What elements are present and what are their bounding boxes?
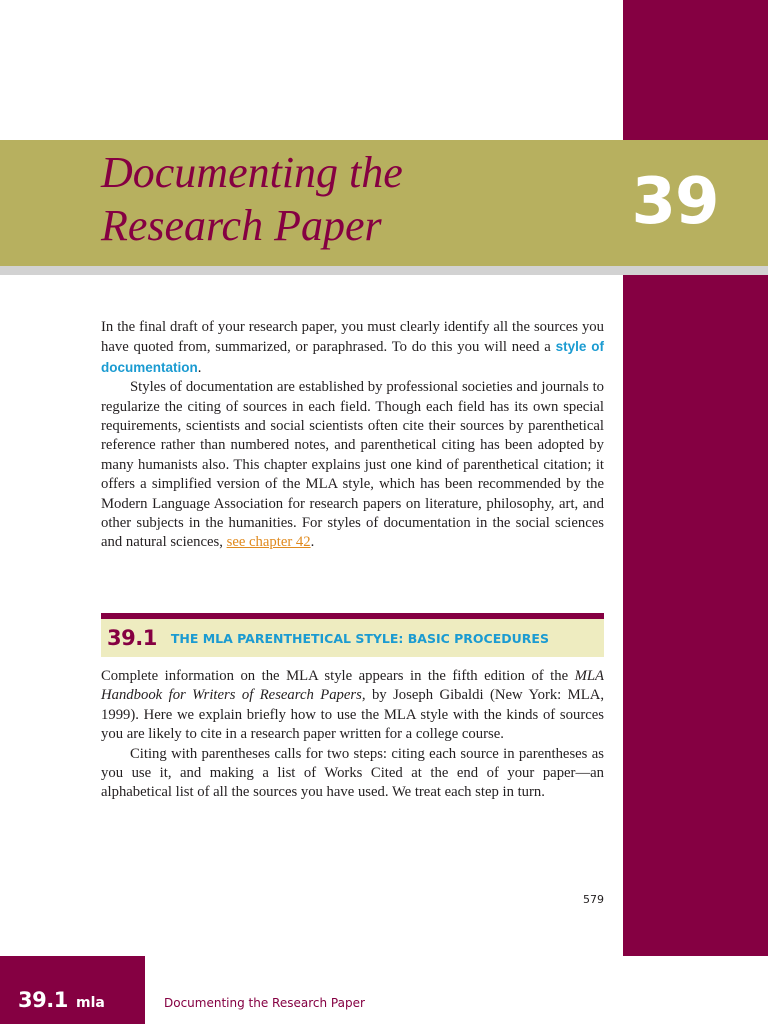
title-band-rule (0, 266, 768, 275)
footer-section-number: 39.1 (18, 988, 68, 1012)
chapter-title-line1: Documenting the (101, 148, 403, 197)
page-number: 579 (583, 893, 604, 906)
intro-text (101, 318, 604, 553)
chapter-title (101, 146, 601, 252)
section-text (101, 667, 604, 803)
intro-p2-text: Styles of documentation are established by professional societies and journals to regularize the citing of sources in each field. Though each field has its own special requirements, scientists and social scientists often cite their sources by parenthetical reference rather than numbered notes, and parenthetical citing has been adopted by many humanists also. This chapter explains just one kind of parenthetical citation; it offers a simplified version of the MLA style, which has been recommended by the Modern Language Association for research papers on literature, philosophy, art, and other subjects in the humanities. For styles of documentation in the social sciences and natural sciences, (101, 379, 604, 551)
section-paragraph-1 (101, 667, 604, 745)
intro-p1-end: . (197, 359, 202, 376)
section-p1-end: by Joseph Gibaldi (New York: MLA, 1999). Here we explain briefly how to use the MLA style with the kinds of sources you are likely to cite in a research paper written for a college course. (101, 687, 604, 743)
section-heading-bar (101, 613, 604, 657)
chapter-number: 39 (631, 165, 719, 239)
footer-running-title: Documenting the Research Paper (164, 996, 365, 1010)
chapter-title-line2: Research Paper (101, 201, 382, 250)
section-p1-text: Complete information on the MLA style appears in the fifth edition of the (101, 668, 575, 684)
section-number: 39.1 (107, 626, 157, 650)
intro-paragraph-2 (101, 378, 604, 553)
intro-p2-end: . (310, 534, 315, 551)
section-title: THE MLA PARENTHETICAL STYLE: BASIC PROCEDURES (170, 630, 549, 646)
chapter-42-link[interactable]: see chapter 42 (226, 534, 311, 551)
intro-paragraph-1 (101, 318, 604, 378)
section-paragraph-2: Citing with parentheses calls for two steps: citing each source in parentheses as you use it, and making a list of Works Cited at the end of your paper—an alphabetical list of all the sources you have used. We treat each step in turn. (101, 745, 604, 801)
handbook-title: MLA Handbook for Writers of Research Papers, (101, 668, 604, 704)
footer-mla-tag: mla (76, 995, 105, 1011)
key-term-style-of-documentation[interactable]: style of documentation (101, 339, 604, 375)
intro-p1-text: In the final draft of your research paper, you must clearly identify all the sources you have quoted from, summarized, or paraphrased. To do this you will need a (101, 319, 604, 356)
